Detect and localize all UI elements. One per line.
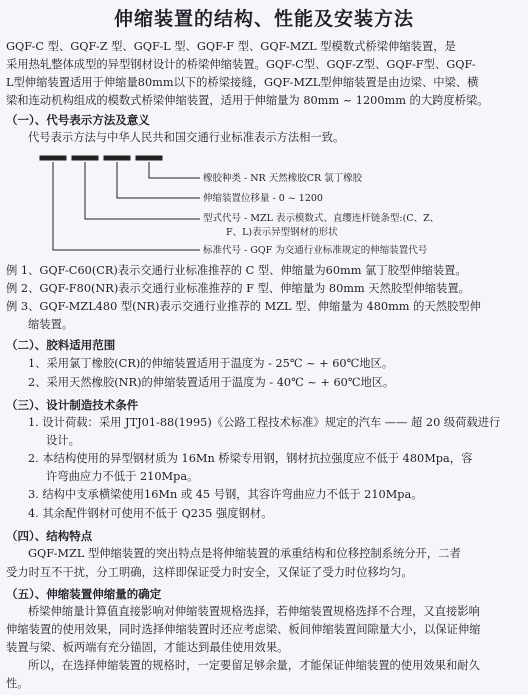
intro-line: 梁和连动机构组成的模数式桥梁伸缩装置，适用于伸缩量为 80mm ~ 1200mm 的大跨度桥梁。 [6, 94, 489, 107]
section-heading-2: （二）、胶料适用范围 [6, 338, 116, 352]
section-2-item: 2、采用天然橡胶(NR)的伸缩装置适用于温度为 - 40℃ ~ + 60℃地区。 [28, 376, 395, 389]
section-3-item: 2. 本结构使用的异型钢材质为 16Mn 桥梁专用钢，钢材抗拉强度应不低于 480Mpa，容 [28, 452, 473, 465]
section-5-line: 伸缩装置的使用效果，同时选择伸缩装置时还应考虑梁、板间伸缩装置间隙量大小，以保证伸缩 [6, 623, 481, 636]
diagram-label-type: 型式代号 - MZL 表示模数式、直缨连杆链条型:(C、Z、 [203, 213, 440, 224]
section-3-item: 1. 设计荷载：采用 JTJ01-88(1995)《公路工程技术标准》规定的汽车 —— 超 20 级荷载进行 [28, 416, 501, 429]
section-3-item: 3. 结构中支承横梁使用16Mn 或 45 号钢，其容许弯曲应力不低于 210Mpa。 [28, 488, 423, 501]
document-title: 伸缩装置的结构、性能及安装方法 [113, 8, 414, 30]
intro-line: 采用热轧整体成型的异型钢材设计的桥梁伸缩装置。GQF-C型、GQF-Z型、GQF-F型、GQF- [6, 58, 476, 71]
diagram-label-rubber: 橡胶种类 - NR 天然橡胶CR 氯丁橡胶 [203, 173, 363, 184]
example-line: 缩装置。 [28, 318, 74, 331]
example-line: 例 1、GQF-C60(CR)表示交通行业标准推荐的 C 型、伸缩量为60mm 氯丁胶型伸缩装置。 [6, 264, 467, 277]
section-4-line: GQF-MZL 型伸缩装置的突出特点是将伸缩装置的承重结构和位移控制系统分开，二者 [28, 547, 461, 560]
section-5-line: 装置与梁、板两端有充分锚固，才能达到最佳使用效果。 [6, 641, 289, 654]
section-heading-3: （三）、设计制造技术条件 [6, 398, 139, 412]
example-line: 例 2、GQF-F80(NR)表示交通行业标准推荐的 F 型、伸缩量为 80mm 天然胶型伸缩装置。 [6, 282, 470, 295]
intro-line: GQF-C 型、GQF-Z 型、GQF-L 型、GQF-F 型、GQF-MZL 型模数式桥梁伸缩装置，是 [6, 40, 456, 53]
section-3-item: 设计。 [46, 434, 80, 447]
section-heading-4: （四）、结构特点 [6, 529, 93, 543]
section-5-line: 所以，在选择伸缩装置的规格时，一定要留足够余量，才能保证伸缩装置的使用效果和耐久 [28, 659, 480, 672]
example-line: 例 3、GQF-MZL480 型(NR)表示交通行业推荐的 MZL 型、伸缩量为 480mm 的天然胶型伸 [6, 300, 481, 313]
section-heading-5: （五）、伸缩装置伸缩量的确定 [6, 587, 162, 601]
section-1-line: 代号表示方法与中华人民共和国交通行业标准表示方法相一致。 [28, 131, 345, 144]
diagram-label-standard: 标准代号 - GQF 为交通行业标准规定的伸缩装置代号 [203, 245, 428, 256]
section-2-item: 1、采用氯丁橡胶(CR)的伸缩装置适用于温度为 - 25℃ ~ + 60℃地区。 [28, 357, 394, 370]
diagram-label-type-cont: F、L)表示异型钢材的形状 [226, 227, 338, 238]
section-3-item: 4. 其余配件钢材可使用不低于 Q235 强度钢材。 [28, 507, 273, 520]
intro-line: L型伸缩装置适用于伸缩量80mm以下的桥梁接缝，GQF-MZL型伸缩装置是由边梁、中梁、横 [6, 76, 479, 89]
section-heading-1: （一）、代号表示方法及意义 [6, 113, 150, 127]
section-3-item: 许弯曲应力不低于 210Mpa。 [46, 470, 199, 483]
section-4-line: 受力时互不干扰，分工明确，这样即保证受力时安全，又保证了受力时位移均匀。 [6, 566, 413, 579]
section-5-line: 性。 [6, 677, 29, 690]
section-5-line: 桥梁伸缩量计算值直接影响对伸缩装置规格选择，若伸缩装置规格选择不合理，又直接影响 [28, 605, 480, 618]
diagram-label-displacement: 伸缩装置位移量 - 0 ~ 1200 [203, 193, 323, 204]
